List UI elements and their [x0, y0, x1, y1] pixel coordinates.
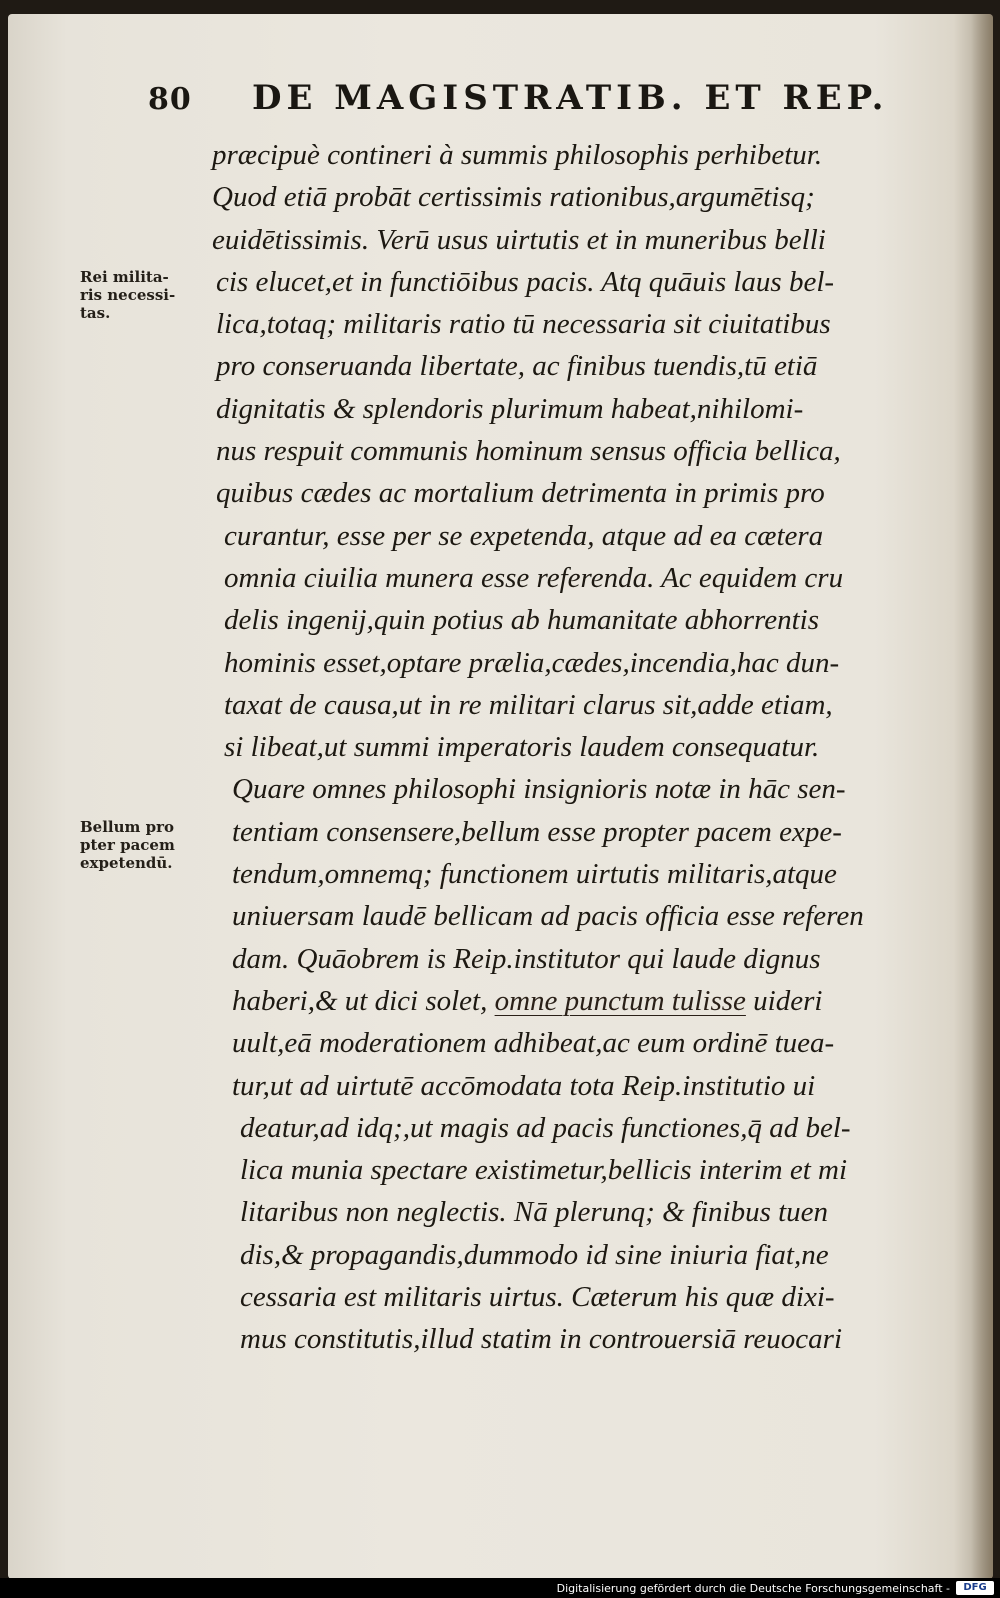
- body-line: uult,eā moderationem adhibeat,ac eum ordinē tuea-: [232, 1027, 835, 1060]
- margin-note-line: tas.: [80, 304, 111, 322]
- body-line-end: uideri: [745, 984, 823, 1017]
- body-line: cessaria est militaris uirtus. Cæterum his quæ dixi-: [240, 1281, 835, 1314]
- body-line: deatur,ad idq;,ut magis ad pacis functiones,q̄ ad bel-: [240, 1111, 851, 1144]
- body-line-underlined: [212, 980, 962, 1022]
- margin-note-line: ris necessi-: [80, 286, 176, 304]
- body-line: omnia ciuilia munera esse referenda. Ac equidem cru: [224, 561, 844, 594]
- body-line: Quod etiā probāt certissimis rationibus,argumētisq;: [212, 181, 815, 214]
- page-header: [148, 78, 908, 126]
- body-line-start: haberi,& ut dici solet,: [232, 984, 488, 1017]
- footer-bar: [0, 1578, 1000, 1598]
- margin-note-rei-militaris: [80, 268, 210, 322]
- body-line: hominis esset,optare prælia,cædes,incendia,hac dun-: [224, 646, 840, 679]
- body-line: dignitatis & splendoris plurimum habeat,nihilomi-: [216, 392, 804, 425]
- body-line: litaribus non neglectis. Nā plerunq; & finibus tuen: [240, 1196, 829, 1229]
- margin-note-line: expetendū.: [80, 854, 173, 872]
- body-line: Quare omnes philosophi insignioris notæ in hāc sen-: [232, 773, 846, 806]
- running-head: DE MAGISTRATIB. ET REP.: [252, 78, 889, 118]
- body-line: præcipuè contineri à summis philosophis perhibetur.: [212, 139, 823, 171]
- margin-note-line: Rei milita-: [80, 268, 169, 286]
- body-line: cis elucet,et in functiōibus pacis. Atq quāuis laus bel-: [216, 265, 835, 298]
- footer-credit: Digitalisierung gefördert durch die Deutsche Forschungsgemeinschaft -: [556, 1582, 950, 1595]
- body-line: euidētissimis. Verū usus uirtutis et in muneribus belli: [212, 223, 826, 256]
- body-line: curantur, esse per se expetenda, atque ad ea cætera: [224, 519, 824, 552]
- body-line: nus respuit communis hominum sensus officia bellica,: [216, 435, 841, 468]
- page-number: 80: [148, 82, 192, 117]
- body-line: uniuersam laudē bellicam ad pacis officia esse referen: [232, 900, 864, 933]
- body-line: pro conseruanda libertate, ac finibus tuendis,tū etiā: [216, 350, 818, 383]
- margin-note-line: Bellum pro: [80, 818, 175, 836]
- body-line: dis,& propagandis,dummodo id sine iniuria fiat,ne: [240, 1238, 829, 1271]
- dfg-logo: DFG: [956, 1581, 994, 1595]
- underlined-phrase: omne punctum tulisse: [494, 984, 746, 1017]
- body-line: delis ingenij,quin potius ab humanitate abhorrentis: [224, 604, 820, 637]
- body-line: lica munia spectare existimetur,bellicis interim et mi: [240, 1154, 848, 1187]
- body-line: tentiam consensere,bellum esse propter pacem expe-: [232, 815, 842, 848]
- body-text: [212, 134, 962, 1361]
- page-edge-shadow: [971, 14, 993, 1579]
- margin-note-bellum: [80, 818, 210, 872]
- body-line: lica,totaq; militaris ratio tū necessaria sit ciuitatibus: [216, 308, 831, 341]
- body-line: tur,ut ad uirtutē accōmodata tota Reip.institutio ui: [232, 1069, 816, 1102]
- body-line: tendum,omnemq; functionem uirtutis militaris,atque: [232, 858, 837, 891]
- body-line: mus constitutis,illud statim in controuersiā reuocari: [240, 1323, 843, 1356]
- body-line: quibus cædes ac mortalium detrimenta in primis pro: [216, 477, 825, 510]
- body-line: si libeat,ut summi imperatoris laudem consequatur.: [224, 731, 820, 764]
- body-line: taxat de causa,ut in re militari clarus sit,adde etiam,: [224, 688, 833, 721]
- margin-note-line: pter pacem: [80, 836, 175, 854]
- body-line: dam. Quāobrem is Reip.institutor qui laude dignus: [232, 942, 821, 975]
